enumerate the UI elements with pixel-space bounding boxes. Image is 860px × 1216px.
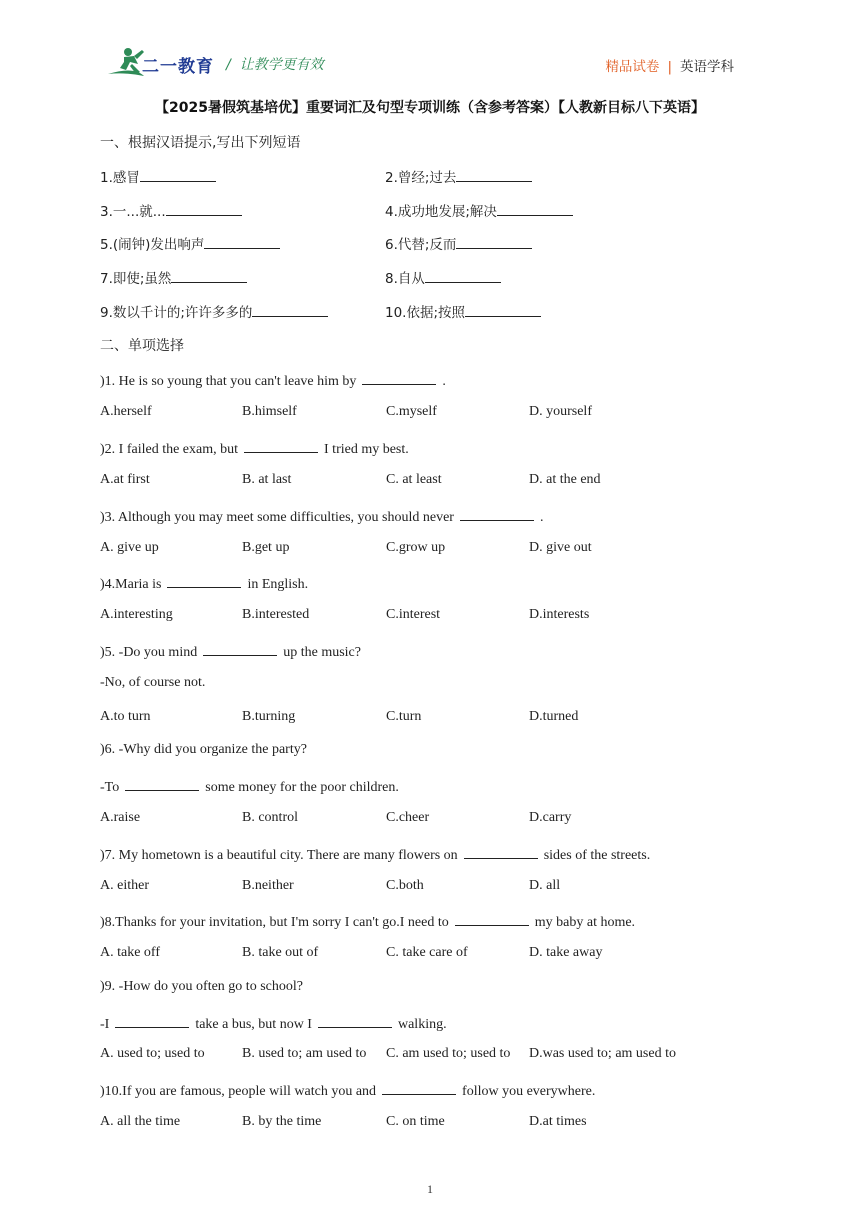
answer-blank[interactable] [465,302,541,317]
option-a[interactable]: A.herself [100,404,152,419]
answer-blank[interactable] [171,268,247,283]
option-b[interactable]: B.himself [242,404,297,419]
option-b[interactable]: B.neither [242,878,294,893]
option-d[interactable]: D. all [529,878,561,893]
phrase-item: 8.自从 [385,267,501,287]
option-d[interactable]: D.turned [529,709,579,724]
option-c[interactable]: C.turn [386,709,422,724]
option-c[interactable]: C.myself [386,404,437,419]
option-a[interactable]: A.to turn [100,709,151,724]
answer-blank[interactable] [362,370,436,385]
option-b[interactable]: B.get up [242,540,290,555]
phrase-item: 6.代替;反而 [385,233,532,253]
option-c[interactable]: C. on time [386,1114,445,1129]
question-3: )3. Although you may meet some difficulties, you should never . [100,506,543,526]
question-10: )10.If you are famous, people will watch you and follow you everywhere. [100,1080,595,1100]
option-d[interactable]: D.interests [529,607,590,622]
section1-heading: 一、根据汉语提示,写出下列短语 [100,135,301,151]
option-c[interactable]: C.cheer [386,810,430,825]
option-b[interactable]: B. control [242,810,298,825]
header-right [605,55,734,75]
answer-blank[interactable] [318,1013,392,1028]
answer-blank[interactable] [382,1080,456,1095]
option-a[interactable]: A. take off [100,945,160,960]
answer-blank[interactable] [167,573,241,588]
option-d[interactable]: D.carry [529,810,572,825]
option-d[interactable]: D. yourself [529,404,592,419]
answer-blank[interactable] [497,201,573,216]
answer-blank[interactable] [115,1013,189,1028]
answer-blank[interactable] [464,844,538,859]
answer-blank[interactable] [456,234,532,249]
question-5-reply: -No, of course not. [100,675,206,690]
option-a[interactable]: A.at first [100,472,150,487]
section2-heading: 二、单项选择 [100,338,184,354]
answer-blank[interactable] [204,234,280,249]
option-d[interactable]: D. at the end [529,472,601,487]
answer-blank[interactable] [244,438,318,453]
question-7: )7. My hometown is a beautiful city. There are many flowers on sides of the streets. [100,844,650,864]
option-c[interactable]: C.interest [386,607,441,622]
answer-blank[interactable] [456,167,532,182]
phrase-item: 2.曾经;过去 [385,166,532,186]
option-d[interactable]: D. give out [529,540,592,555]
phrase-item: 5.(闹钟)发出响声 [100,233,280,253]
question-2: )2. I failed the exam, but I tried my best. [100,438,409,458]
option-c[interactable]: C. take care of [386,945,468,960]
document-title: 【2025暑假筑基培优】重要词汇及句型专项训练（含参考答案）【人教新目标八下英语】 [155,100,705,116]
option-d[interactable]: D.at times [529,1114,587,1129]
subject-label: 英语学科 [680,59,734,75]
option-d[interactable]: D.was used to; am used to [529,1046,676,1061]
answer-blank[interactable] [460,506,534,521]
phrase-item: 4.成功地发展;解决 [385,200,573,220]
page-number: 1 [427,1182,433,1196]
answer-blank[interactable] [425,268,501,283]
option-a[interactable]: A. all the time [100,1114,181,1129]
logo-text: 二一教育 [142,57,214,77]
question-9-reply: -I take a bus, but now I walking. [100,1013,447,1033]
option-a[interactable]: A.raise [100,810,141,825]
answer-blank[interactable] [125,776,199,791]
answer-blank[interactable] [455,911,529,926]
phrase-item: 10.依据;按照 [385,301,541,321]
page-header [0,0,860,90]
option-a[interactable]: A. give up [100,540,159,555]
option-b[interactable]: B. take out of [242,945,319,960]
header-divider: | [667,59,672,75]
phrase-item: 7.即使;虽然 [100,267,247,287]
option-a[interactable]: A.interesting [100,607,173,622]
option-b[interactable]: B. at last [242,472,292,487]
option-b[interactable]: B. by the time [242,1114,322,1129]
phrase-item: 9.数以千计的;许许多多的 [100,301,328,321]
option-a[interactable]: A. used to; used to [100,1046,205,1061]
option-a[interactable]: A. either [100,878,149,893]
option-c[interactable]: C.both [386,878,424,893]
premium-paper-label: 精品试卷 [605,59,660,75]
option-b[interactable]: B.turning [242,709,296,724]
option-b[interactable]: B.interested [242,607,310,622]
phrase-item: 1.感冒 [100,166,216,186]
question-6-reply: -To some money for the poor children. [100,776,399,796]
option-c[interactable]: C. at least [386,472,442,487]
option-d[interactable]: D. take away [529,945,603,960]
question-1: )1. He is so young that you can't leave him by . [100,370,446,390]
question-5: )5. -Do you mind up the music? [100,641,361,661]
answer-blank[interactable] [203,641,277,656]
option-c[interactable]: C. am used to; used to [386,1046,511,1061]
answer-blank[interactable] [252,302,328,317]
slogan: / 让教学更有效 [226,57,324,73]
answer-blank[interactable] [166,201,242,216]
question-9: )9. -How do you often go to school? [100,979,303,994]
question-4: )4.Maria is in English. [100,573,308,593]
question-8: )8.Thanks for your invitation, but I'm sorry I can't go.I need to my baby at home. [100,911,635,931]
option-b[interactable]: B. used to; am used to [242,1046,367,1061]
answer-blank[interactable] [140,167,216,182]
question-6: )6. -Why did you organize the party? [100,742,307,757]
option-c[interactable]: C.grow up [386,540,446,555]
phrase-item: 3.一...就... [100,200,242,220]
